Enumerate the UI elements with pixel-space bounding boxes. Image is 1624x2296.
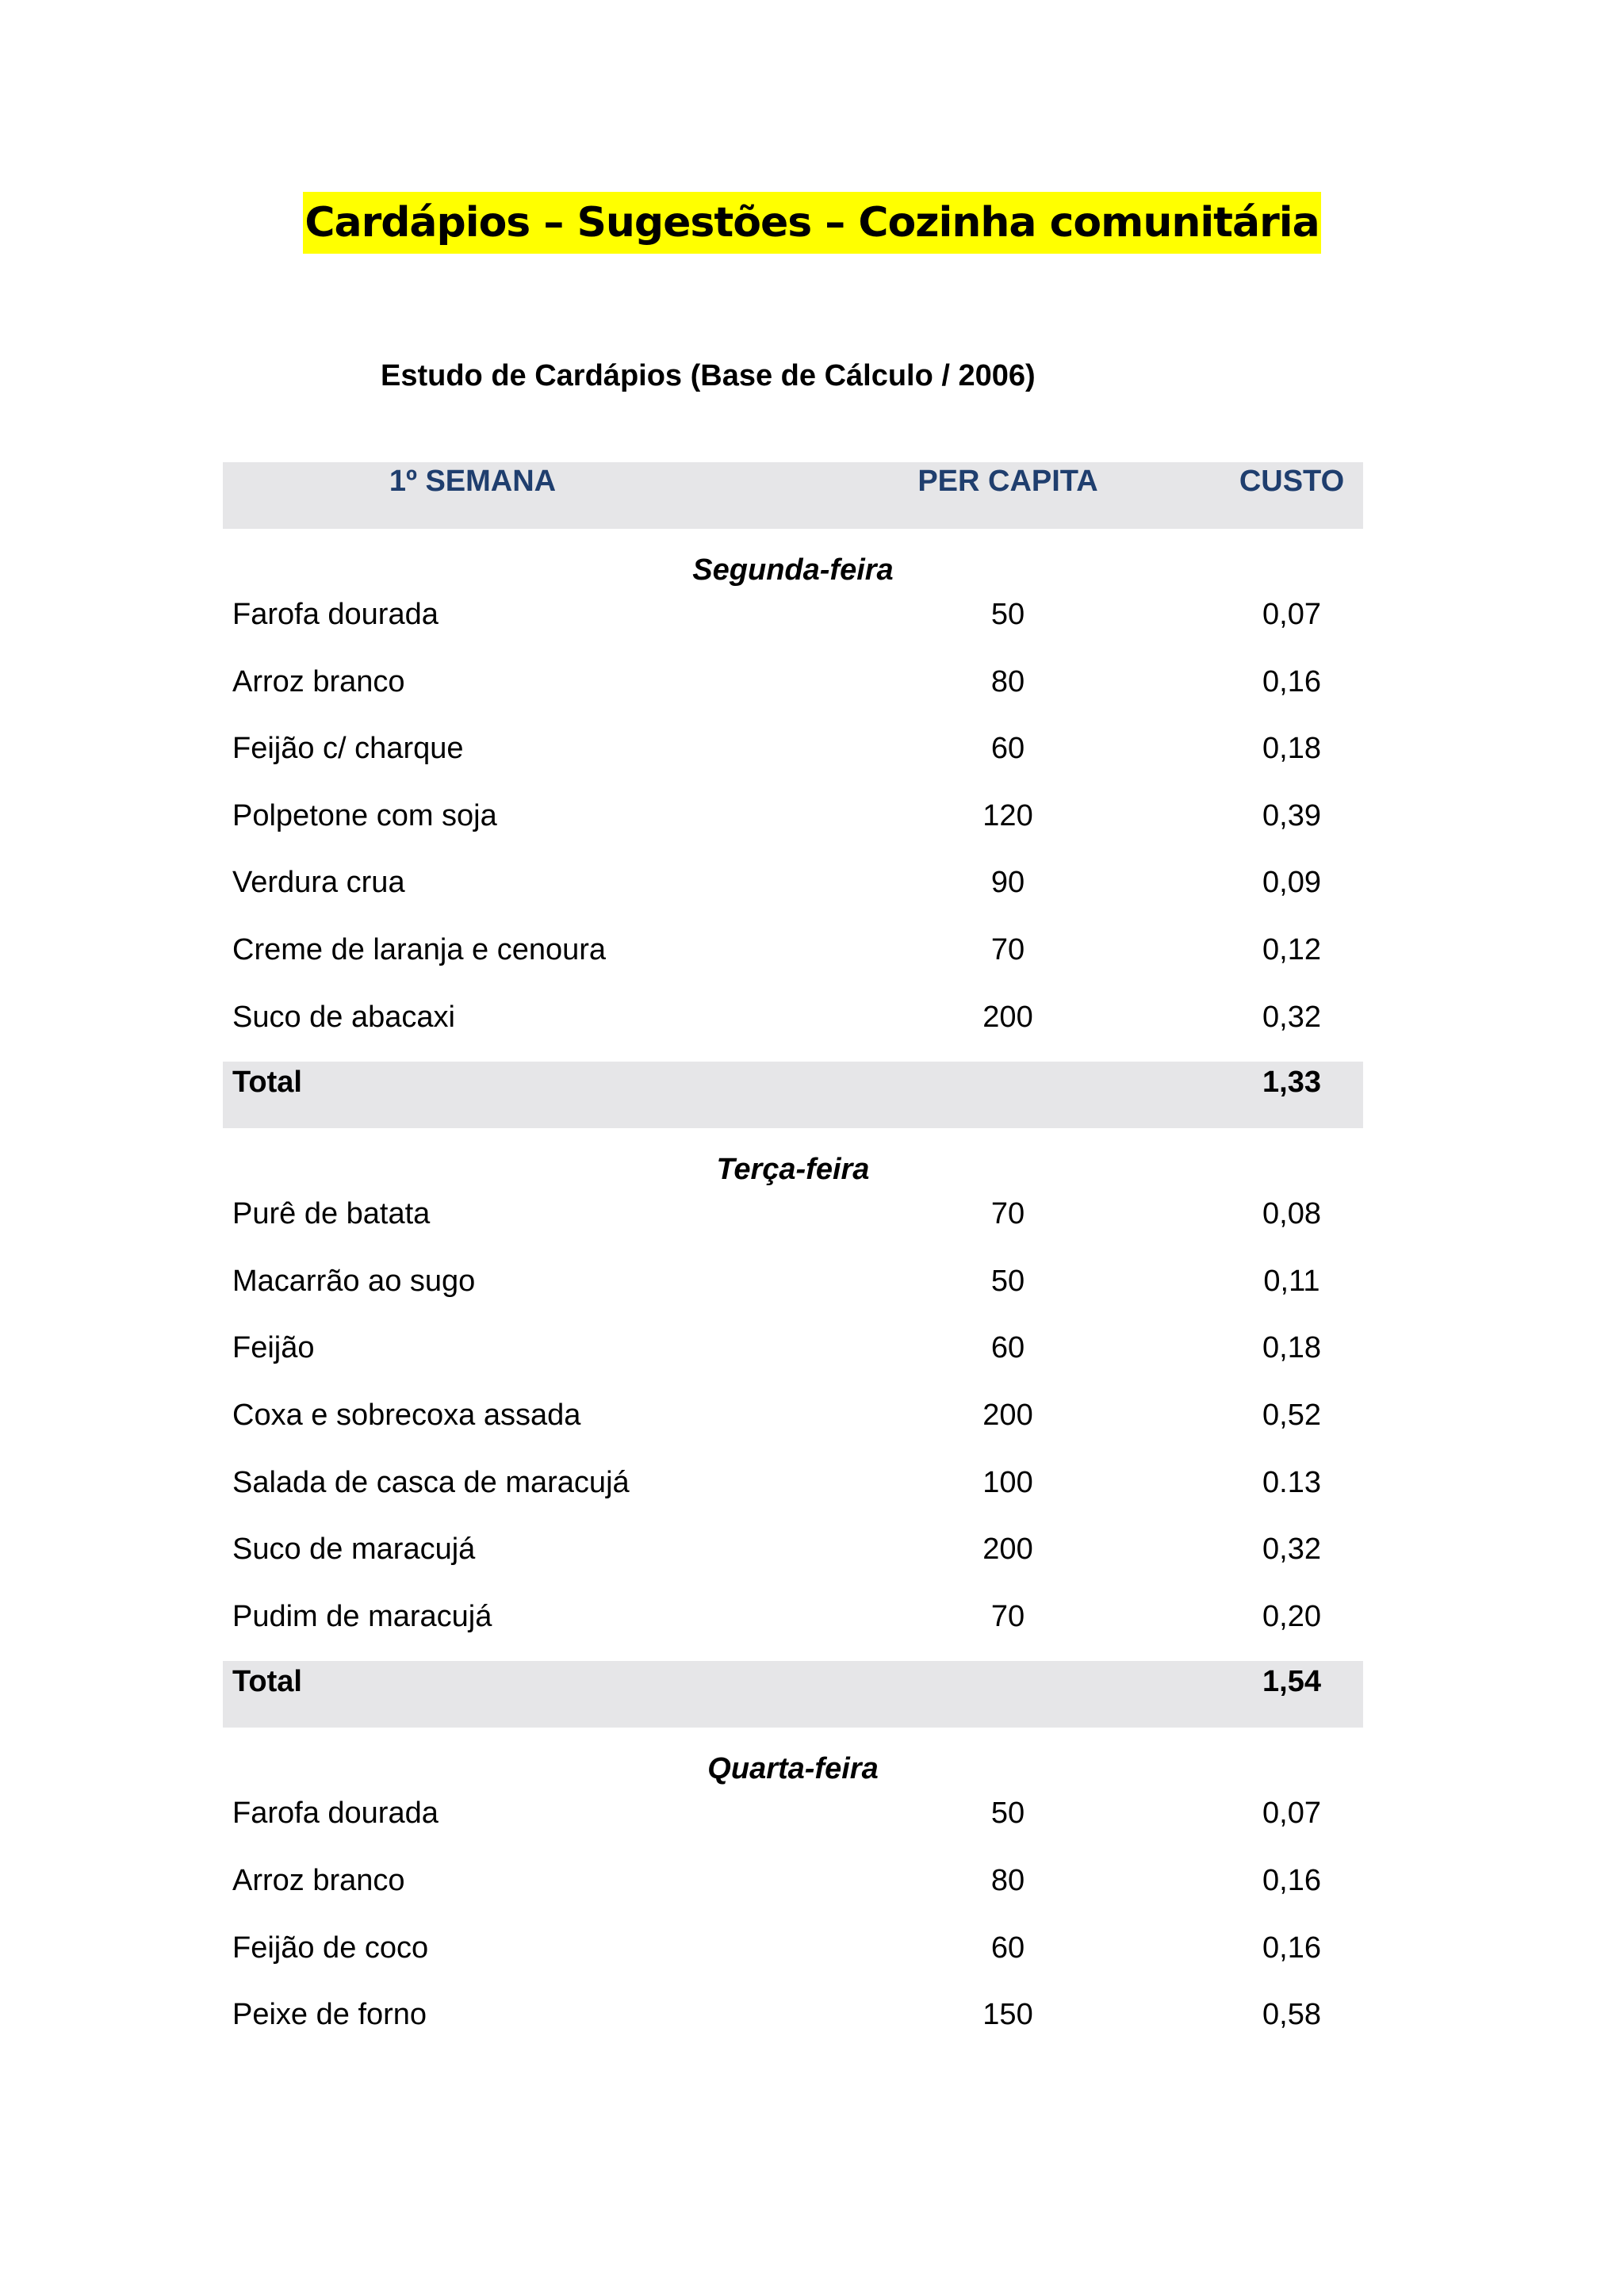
item-name: Polpetone com soja [232,798,497,832]
item-custo: 0,12 [1262,932,1321,966]
item-name: Purê de batata [232,1197,431,1231]
item-custo: 0,08 [1262,1197,1321,1231]
item-per-capita: 70 [990,932,1025,966]
table-row [223,1793,1363,1860]
total-label: Total [232,1066,302,1100]
item-name: Farofa dourada [232,1797,439,1831]
item-custo: 0,32 [1262,1000,1321,1034]
item-name: Suco de maracujá [232,1533,476,1567]
table-row [223,661,1363,729]
item-per-capita: 60 [990,1331,1025,1365]
item-custo: 0,07 [1262,1797,1321,1831]
table-row [223,929,1363,997]
table-row [223,1462,1363,1529]
total-row [223,1062,1363,1128]
menu-table [223,462,1363,2061]
item-custo: 0.13 [1262,1465,1321,1499]
item-custo: 0,16 [1262,1931,1321,1965]
total-value: 1,33 [1262,1066,1321,1100]
table-row [223,1193,1363,1261]
title-container [0,192,1624,254]
table-row [223,1395,1363,1462]
item-name: Feijão c/ charque [232,732,464,766]
table-row [223,1994,1363,2061]
item-per-capita: 200 [982,1398,1033,1432]
item-per-capita: 120 [982,798,1033,832]
item-name: Feijão de coco [232,1931,429,1965]
item-per-capita: 100 [982,1465,1033,1499]
table-row [223,594,1363,661]
item-custo: 0,16 [1262,664,1321,698]
table-row [223,997,1363,1064]
page-subtitle: Estudo de Cardápios (Base de Cálculo / 2006) [381,359,1036,392]
table-row [223,1860,1363,1927]
total-label: Total [232,1665,302,1699]
item-custo: 0,09 [1262,866,1321,900]
header-week: 1º SEMANA [389,465,557,498]
item-per-capita: 50 [990,598,1025,631]
item-per-capita: 200 [982,1000,1033,1034]
item-custo: 0,58 [1262,1998,1321,2032]
item-custo: 0,39 [1262,798,1321,832]
item-name: Coxa e sobrecoxa assada [232,1398,581,1432]
table-row [223,728,1363,795]
item-name: Verdura crua [232,866,405,900]
header-custo: CUSTO [1239,465,1345,498]
item-per-capita: 80 [990,664,1025,698]
table-row [223,1596,1363,1663]
item-per-capita: 50 [990,1264,1025,1298]
table-row [223,1927,1363,1995]
item-custo: 0,18 [1262,1331,1321,1365]
item-per-capita: 70 [990,1599,1025,1633]
item-per-capita: 90 [990,866,1025,900]
page-title: Cardápios – Sugestões – Cozinha comunitária [303,192,1320,254]
item-name: Suco de abacaxi [232,1000,455,1034]
item-custo: 0,52 [1262,1398,1321,1432]
item-name: Farofa dourada [232,598,439,631]
item-custo: 0,11 [1263,1264,1320,1298]
table-row [223,1327,1363,1395]
header-per-capita: PER CAPITA [917,465,1098,498]
table-row [223,1261,1363,1328]
day-heading: Quarta-feira [707,1752,879,1786]
item-name: Pudim de maracujá [232,1599,492,1633]
table-header [223,462,1363,529]
item-name: Creme de laranja e cenoura [232,932,607,966]
item-name: Arroz branco [232,1863,405,1897]
day-heading: Terça-feira [716,1153,870,1187]
total-row [223,1661,1363,1728]
item-per-capita: 150 [982,1998,1033,2032]
total-value: 1,54 [1262,1665,1321,1699]
table-row [223,1529,1363,1596]
item-custo: 0,16 [1262,1863,1321,1897]
item-custo: 0,18 [1262,732,1321,766]
item-name: Salada de casca de maracujá [232,1465,630,1499]
item-per-capita: 200 [982,1533,1033,1567]
table-row [223,795,1363,863]
item-per-capita: 80 [990,1863,1025,1897]
item-name: Peixe de forno [232,1998,427,2032]
item-name: Arroz branco [232,664,405,698]
item-custo: 0,07 [1262,598,1321,631]
item-per-capita: 70 [990,1197,1025,1231]
table-body [223,546,1363,2061]
item-name: Macarrão ao sugo [232,1264,476,1298]
item-custo: 0,32 [1262,1533,1321,1567]
day-heading: Segunda-feira [692,553,894,587]
item-name: Feijão [232,1331,315,1365]
item-per-capita: 60 [990,1931,1025,1965]
item-custo: 0,20 [1262,1599,1321,1633]
item-per-capita: 50 [990,1797,1025,1831]
item-per-capita: 60 [990,732,1025,766]
table-row [223,862,1363,929]
